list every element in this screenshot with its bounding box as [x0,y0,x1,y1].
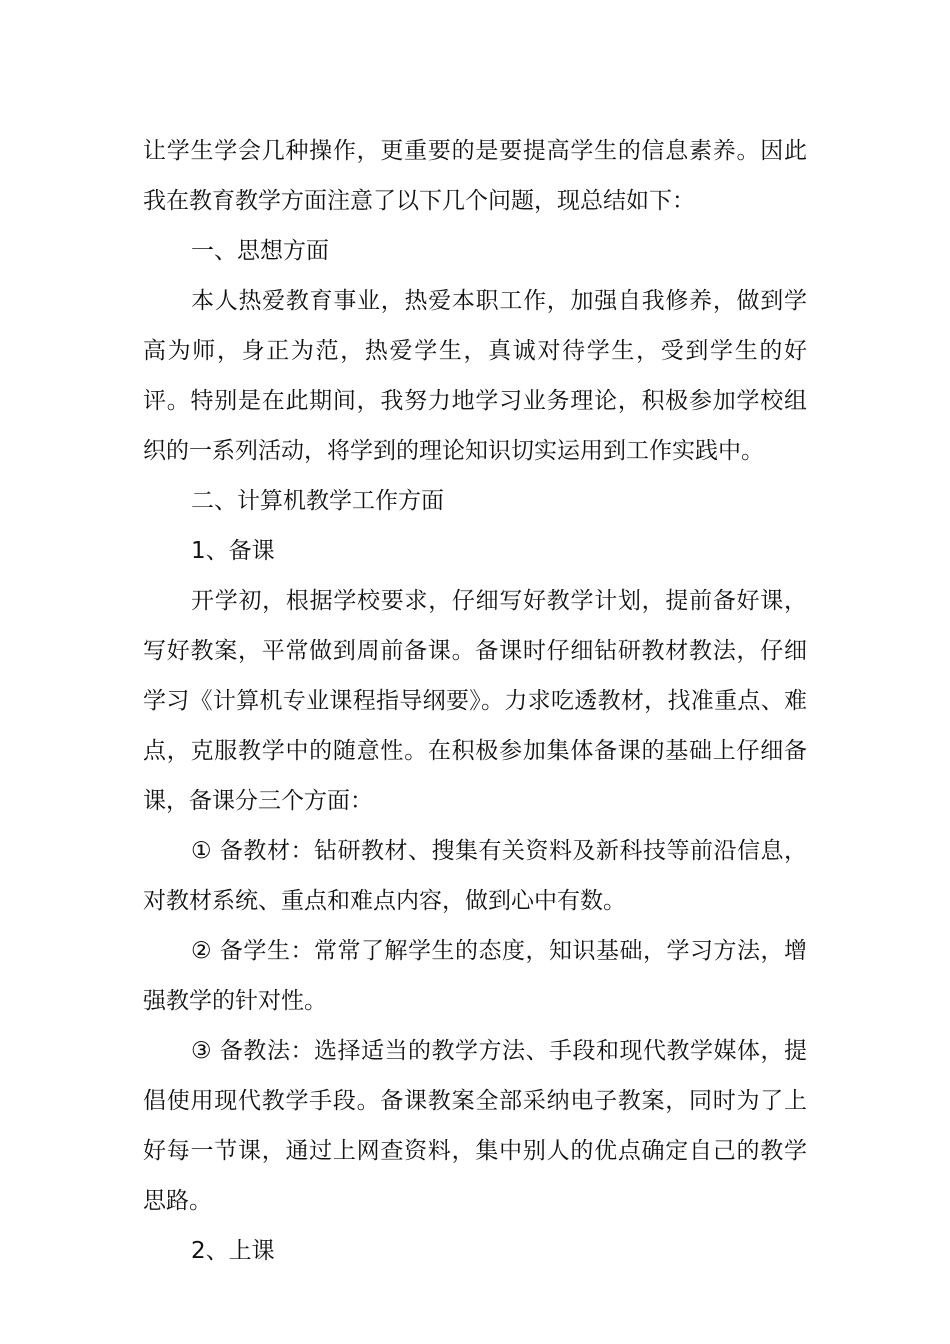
paragraph-thought: 本人热爱教育事业，热爱本职工作，加强自我修养，做到学高为师，身正为范，热爱学生，真诚对待学生，受到学生的好评。特别是在此期间，我努力地学习业务理论，积极参加学校组织的一系列活动，将学到的理论知识切实运用到工作实践中。 [143,288,807,464]
list-item-prep-students: ② 备学生：常常了解学生的态度，知识基础，学习方法，增强教学的针对性。 [143,938,807,1014]
section-heading-thought: 一、思想方面 [191,238,329,264]
paragraph-lesson-prep: 开学初，根据学校要求，仔细写好教学计划，提前备好课，写好教案，平常做到周前备课。备课时仔细钻研教材教法，仔细学习《计算机专业课程指导纲要》。力求吃透教材，找准重点、难点，克服教学中的随意性。在积极参加集体备课的基础上仔细备课，备课分三个方面： [143,588,807,814]
subheading-class: 2、上课 [191,1238,275,1264]
section-heading-computer-teaching: 二、计算机教学工作方面 [191,488,444,514]
paragraph-intro-continued: 让学生学会几种操作，更重要的是要提高学生的信息素养。因此我在教育教学方面注意了以下几个问题，现总结如下： [143,138,807,214]
list-item-prep-materials: ① 备教材：钻研教材、搜集有关资料及新科技等前沿信息，对教材系统、重点和难点内容，做到心中有数。 [143,838,807,914]
subheading-lesson-prep: 1、备课 [191,538,275,564]
list-item-prep-methods: ③ 备教法：选择适当的教学方法、手段和现代教学媒体，提倡使用现代教学手段。备课教案全部采纳电子教案，同时为了上好每一节课，通过上网查资料，集中别人的优点确定自己的教学思路。 [143,1038,807,1214]
document-body [143,126,807,1276]
